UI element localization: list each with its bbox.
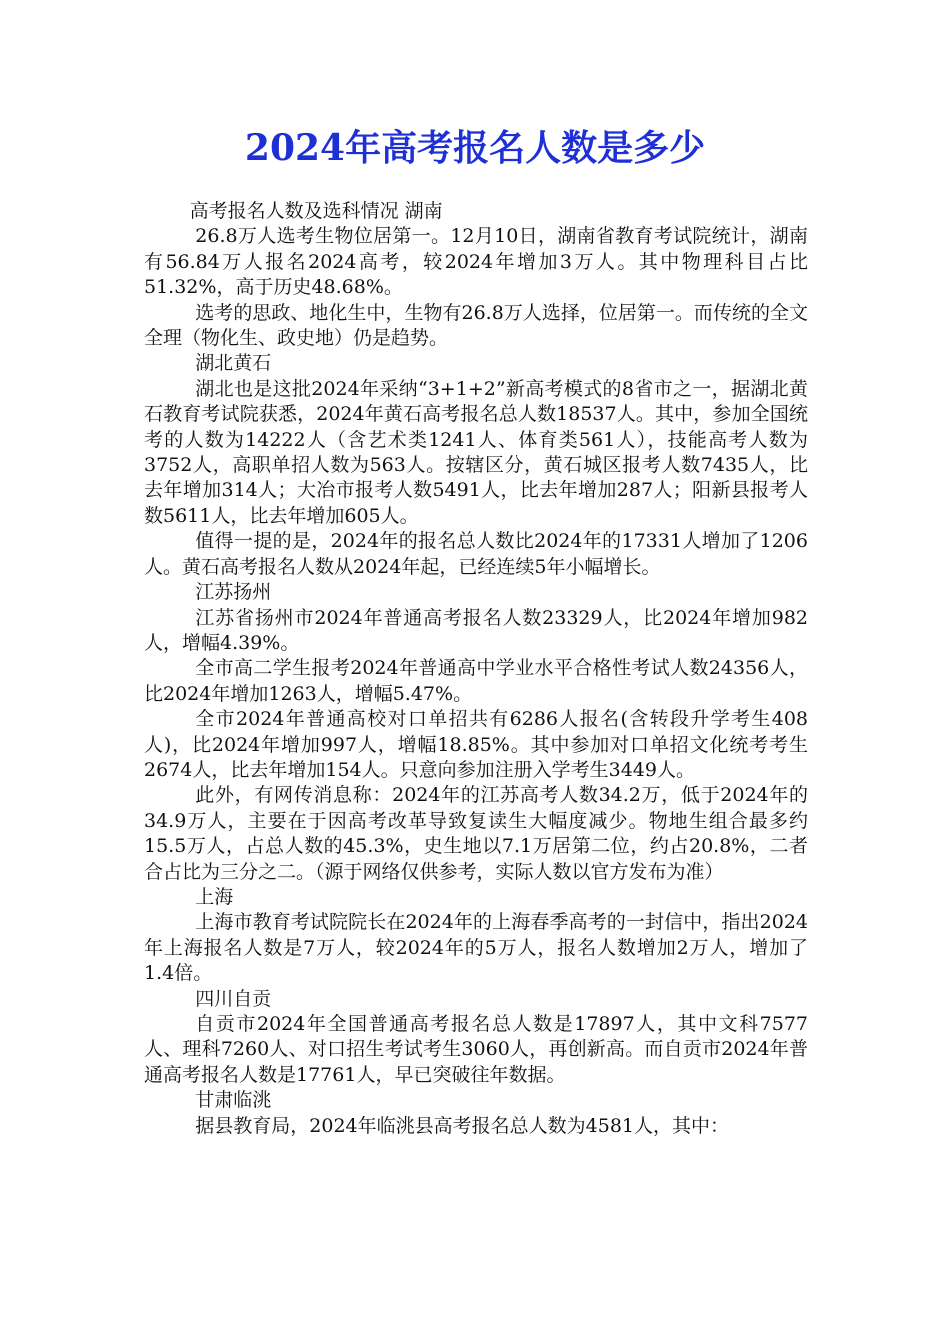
paragraph: 值得一提的是，2024年的报名总人数比2024年的17331人增加了1206人。黄石高考报名人数从2024年起，已经连续5年小幅增长。: [144, 530, 808, 578]
paragraph: 选考的思政、地化生中，生物有26.8万人选择，位居第一。而传统的全文全理（物化生、政史地）仍是趋势。: [144, 301, 808, 350]
section-heading: 湖北黄石: [195, 352, 272, 375]
paragraph: 全市2024年普通高校对口单招共有6286人报名(含转段升学考生408人)，比2024年增加997人，增幅18.85%。其中参加对口单招文化统考考生2674人，比去年增加154人。只意向参加注册入学考生3449人。: [144, 708, 808, 781]
document-body: [144, 199, 808, 1139]
paragraph: 全市高二学生报考2024年普通高中学业水平合格性考试人数24356人，比2024年增加1263人，增幅5.47%。: [144, 657, 808, 705]
paragraph: 江苏省扬州市2024年普通高考报名人数23329人，比2024年增加982人，增幅4.39%。: [144, 606, 808, 654]
paragraph: 26.8万人选考生物位居第一。12月10日，湖南省教育考试院统计，湖南有56.84万人报名2024高考，较2024年增加3万人。其中物理科目占比51.32%，高于历史48.68%。: [144, 225, 808, 299]
section-intro: 高考报名人数及选科情况 湖南: [189, 200, 443, 222]
section-heading: 上海: [195, 885, 234, 908]
section-heading: 甘肃临洮: [195, 1089, 272, 1112]
paragraph: 自贡市2024年全国普通高考报名总人数是17897人，其中文科7577人、理科7260人、对口招生考试考生3060人，再创新高。而自贡市2024年普通高考报名人数是17761人，早已突破往年数据。: [144, 1013, 808, 1086]
paragraph: 湖北也是这批2024年采纳“3+1+2”新高考模式的8省市之一，据湖北黄石教育考试院获悉，2024年黄石高考报名总人数18537人。其中，参加全国统考的人数为14222人（含艺术类1241人、体育类561人），技能高考人数为3752人，高职单招人数为563人。按辖区分，黄石城区报考人数7435人，比去年增加314人；大冶市报考人数5491人，比去年增加287人；阳新县报考人数5611人，比去年增加605人。: [144, 377, 808, 527]
paragraph: 上海市教育考试院院长在2024年的上海春季高考的一封信中，指出2024年上海报名人数是7万人，较2024年的5万人，报名人数增加2万人，增加了1.4倍。: [144, 911, 808, 985]
section-heading: 江苏扬州: [195, 581, 272, 604]
section-heading: 四川自贡: [195, 987, 272, 1010]
paragraph: 据县教育局，2024年临洮县高考报名总人数为4581人，其中：: [195, 1114, 730, 1137]
document-title: 2024年高考报名人数是多少: [244, 127, 706, 169]
paragraph: 此外，有网传消息称：2024年的江苏高考人数34.2万，低于2024年的34.9万人，主要在于因高考改革导致复读生大幅度减少。物地生组合最多约15.5万人，占总人数的45.3%，史生地以7.1万居第二位，约占20.8%，二者合占比为三分之二。（源于网络仅供参考，实际人数以官方发布为准）: [144, 784, 808, 883]
